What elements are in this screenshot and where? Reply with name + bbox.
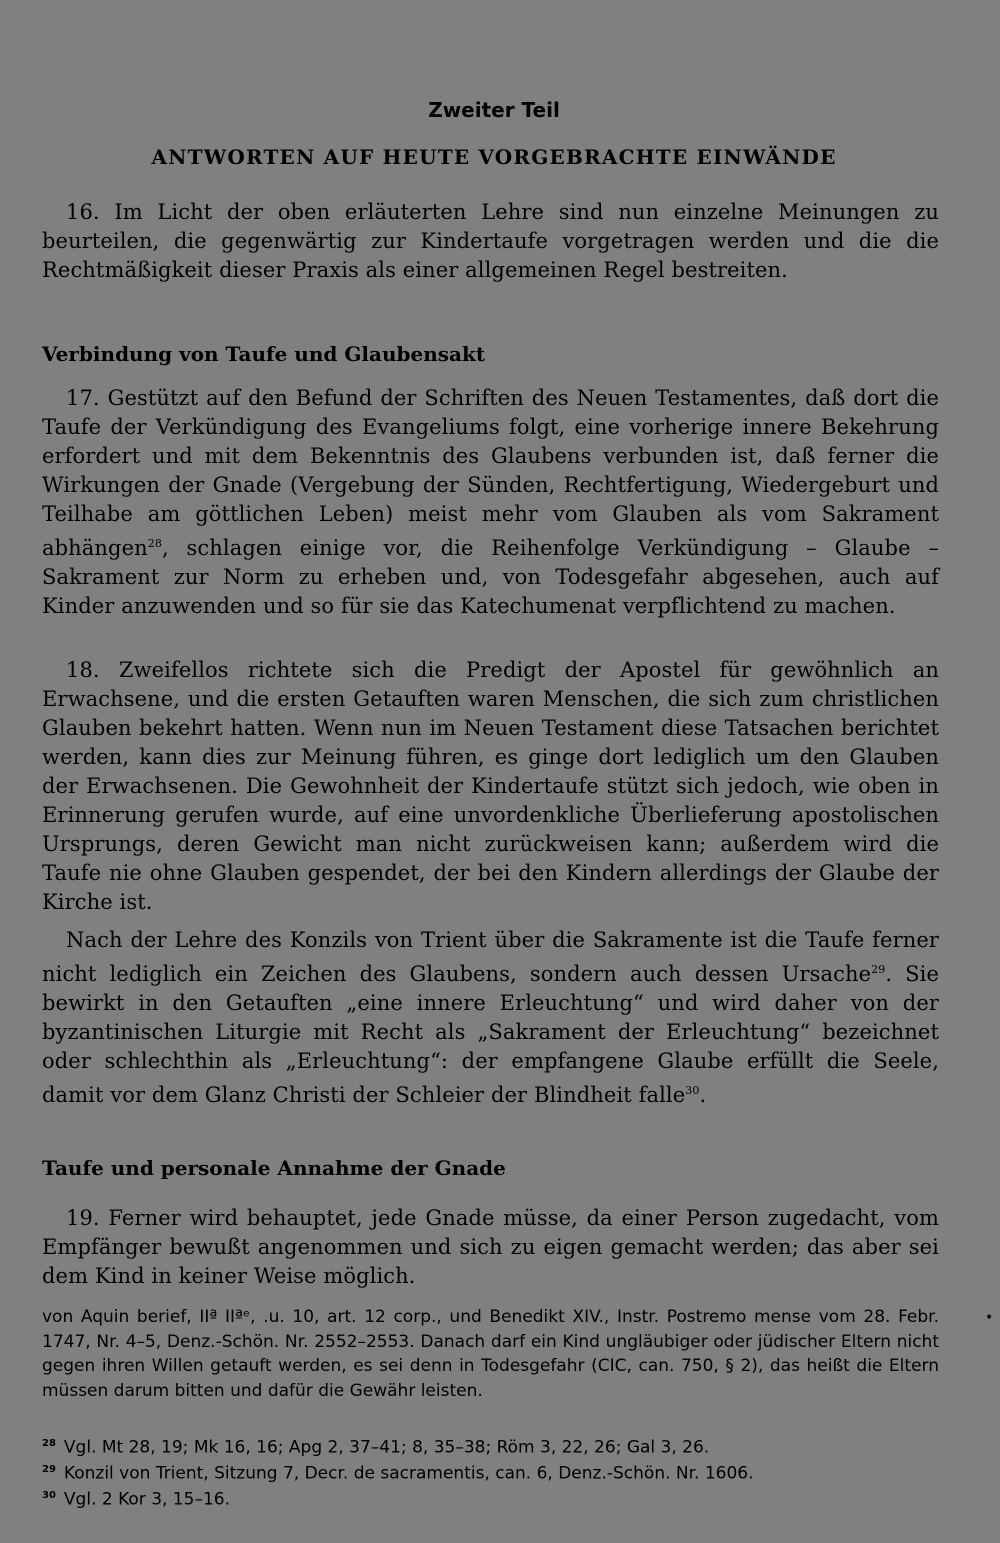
footnote-ref-30: 30 (685, 1084, 700, 1097)
margin-mark: • (985, 1310, 994, 1326)
p17-text-1: 17. Gestützt auf den Befund der Schriften des Neuen Testamentes, daß dort die Taufe der Verkündigung des Evangeliums folgt, eine vorherige innere Bekehrung erfordert und mit dem Bekenntnis des Glaubens verbunden ist, daß ferner die Wirkungen der Gnade (Vergebung der Sünden, Rechtfertigung, Wiedergeburt und Teilhabe am göttlichen Leben) meist mehr vom Glauben als vom Sakrament abhängen (42, 386, 939, 560)
paragraph-18b (42, 926, 939, 1110)
paragraph-18: 18. Zweifellos richtete sich die Predigt der Apostel für gewöhnlich an Erwachsene, und die ersten Getauften waren Menschen, die sich zum christlichen Glauben bekehrt hatten. Wenn nun im Neuen Testament diese Tatsachen berichtet werden, kann dies zur Meinung führen, es ginge dort lediglich um den Glauben der Erwachsenen. Die Gewohnheit der Kindertaufe stützt sich jedoch, wie oben in Erinnerung gerufen wurde, auf eine unvordenkliche Überlieferung apostolischen Ursprungs, deren Gewicht man nicht zurückweisen kann; außerdem wird die Taufe nie ohne Glauben gespendet, der bei den Kindern allerdings der Glaube der Kirche ist. (42, 658, 939, 914)
section-heading-faith: Verbindung von Taufe und Glaubensakt (42, 342, 486, 366)
section-heading-grace: Taufe und personale Annahme der Gnade (42, 1156, 506, 1180)
part-title: Zweiter Teil (428, 98, 560, 122)
footnote-ref-28: 28 (147, 537, 162, 550)
footnote-ref-29: 29 (871, 963, 886, 976)
p18b-text-1: Nach der Lehre des Konzils von Trient über die Sakramente ist die Taufe ferner nicht lediglich ein Zeichen des Glaubens, sondern auch dessen Ursache (42, 928, 939, 986)
footnote-number: 29 (42, 1464, 56, 1475)
paragraph-19: 19. Ferner wird behauptet, jede Gnade müsse, da einer Person zugedacht, vom Empfänger bewußt angenommen und sich zu eigen gemacht werden; das aber sei dem Kind in keiner Weise möglich. (42, 1206, 939, 1288)
footnote-continuation: von Aquin berief, IIª IIªᵉ, .u. 10, art. 12 corp., und Benedikt XIV., Instr. Postremo mense vom 28. Febr. 1747, Nr. 4–5, Denz.-Schön. Nr. 2552–2553. Danach darf ein Kind ungläubiger oder jüdischer Eltern nicht gegen ihren Willen getauft werden, es sei denn in Todesgefahr (CIC, can. 750, § 2), das heißt die Eltern müssen darum bitten und dafür die Gewähr leisten. (42, 1307, 939, 1401)
paragraph-16: 16. Im Licht der oben erläuterten Lehre sind nun einzelne Meinungen zu beurteilen, die gegenwärtig zur Kindertaufe vorgetragen werden und die die Rechtmäßigkeit dieser Praxis als einer allgemeinen Regel bestreiten. (42, 200, 939, 282)
footnote-30 (42, 1484, 939, 1512)
footnote-number: 28 (42, 1438, 56, 1449)
footnote-text: Vgl. Mt 28, 19; Mk 16, 16; Apg 2, 37–41; 8, 35–38; Röm 3, 22, 26; Gal 3, 26. (63, 1437, 710, 1458)
p18b-text-3: . (699, 1083, 707, 1107)
paragraph-17 (42, 384, 939, 621)
footnote-number: 30 (42, 1490, 56, 1501)
footnote-text: Konzil von Trient, Sitzung 7, Decr. de sacramentis, can. 6, Denz.-Schön. Nr. 1606. (63, 1463, 754, 1484)
main-title: ANTWORTEN AUF HEUTE VORGEBRACHTE EINWÄNDE (151, 145, 837, 169)
footnote-28 (42, 1432, 939, 1460)
footnote-text: Vgl. 2 Kor 3, 15–16. (63, 1489, 230, 1510)
p18b-text-2: . Sie bewirkt in den Getauften „eine innere Erleuchtung“ und wird daher von der byzantinischen Liturgie mit Recht als „Sakrament der Erleuchtung“ bezeichnet oder schlechthin als „Erleuchtung“: der empfangene Glaube erfüllt die Seele, damit vor dem Glanz Christi der Schleier der Blindheit falle (42, 962, 939, 1107)
footnote-29 (42, 1458, 939, 1486)
p17-text-2: , schlagen einige vor, die Reihenfolge Verkündigung – Glaube – Sakrament zur Norm zu erheben und, von Todesgefahr abgesehen, auch auf Kinder anzuwenden und so für sie das Katechumenat verpflichtend zu machen. (42, 536, 939, 618)
